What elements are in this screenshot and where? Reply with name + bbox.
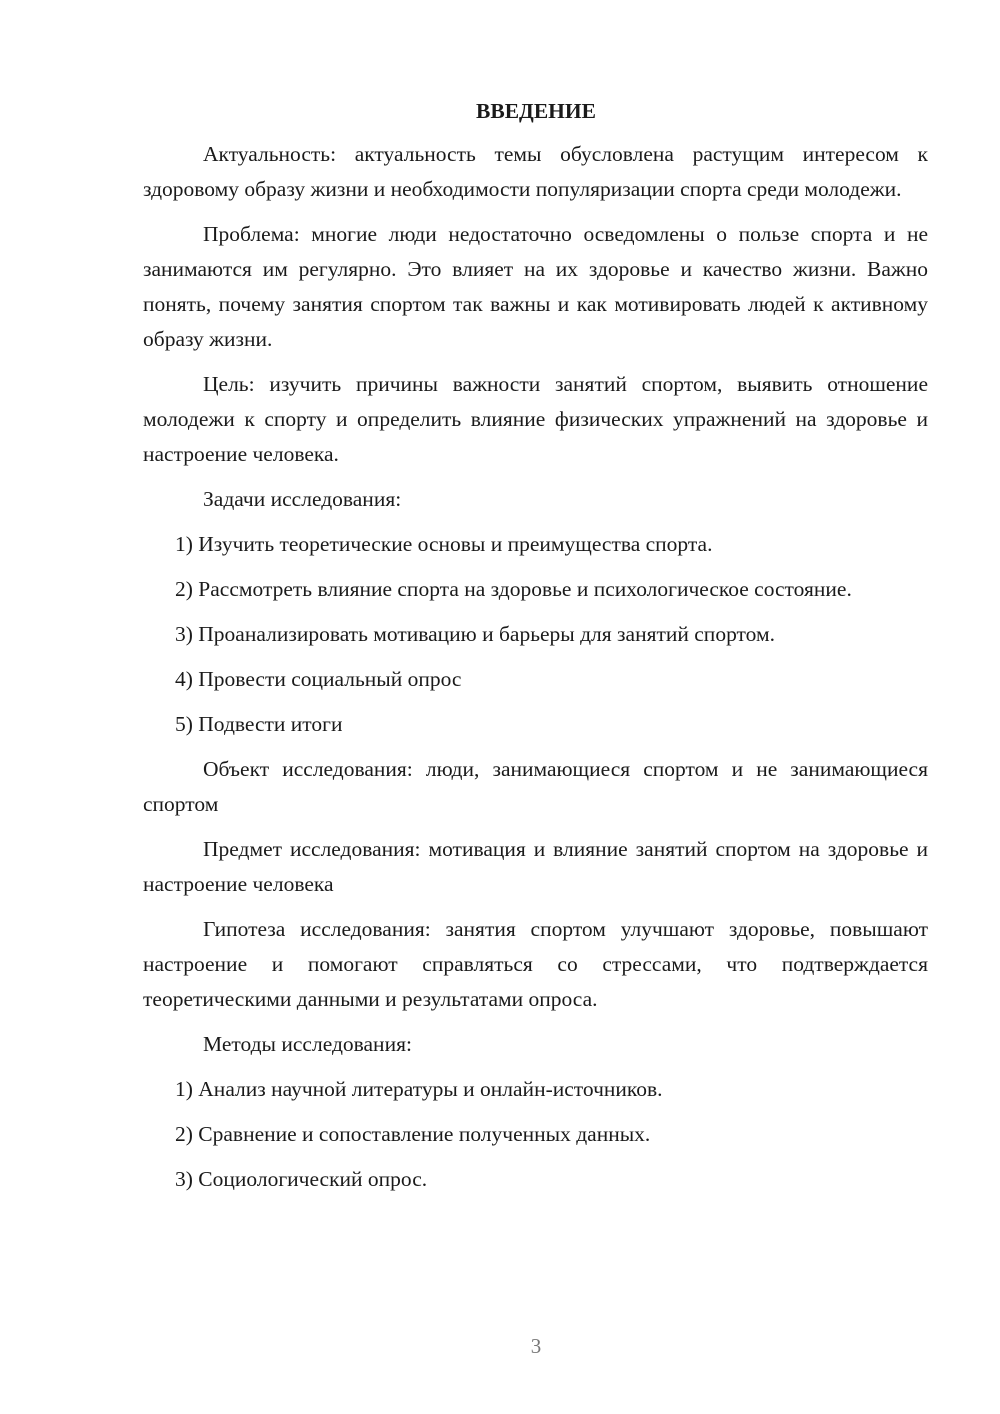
paragraph-subject: Предмет исследования: мотивация и влияние занятий спортом на здоровье и настроение человека [143, 837, 928, 896]
method-item-1: 1) Анализ научной литературы и онлайн-источников. [175, 1077, 663, 1101]
document-body [143, 96, 928, 1207]
paragraph-problem: Проблема: многие люди недостаточно осведомлены о пользе спорта и не занимаются им регулярно. Это влияет на их здоровье и качество жизни. Важно понять, почему занятия спортом так важны и как мотивировать людей к активному образу жизни. [143, 222, 928, 351]
method-item-2: 2) Сравнение и сопоставление полученных данных. [175, 1122, 651, 1146]
task-item-5: 5) Подвести итоги [175, 712, 343, 736]
section-title: ВВЕДЕНИЕ [476, 99, 596, 123]
paragraph-relevance: Актуальность: актуальность темы обусловлена растущим интересом к здоровому образу жизни и необходимости популяризации спорта среди молодежи. [143, 142, 928, 201]
paragraph-hypothesis: Гипотеза исследования: занятия спортом улучшают здоровье, повышают настроение и помогают справляться со стрессами, что подтверждается теоретическими данными и результатами опроса. [143, 917, 928, 1011]
page-number: 3 [530, 1334, 542, 1358]
paragraph-object: Объект исследования: люди, занимающиеся спортом и не занимающиеся спортом [143, 757, 928, 816]
task-item-3: 3) Проанализировать мотивацию и барьеры для занятий спортом. [175, 622, 775, 646]
paragraph-goal: Цель: изучить причины важности занятий спортом, выявить отношение молодежи к спорту и определить влияние физических упражнений на здоровье и настроение человека. [143, 372, 928, 466]
paragraph-methods-heading: Методы исследования: [203, 1032, 412, 1056]
task-item-1: 1) Изучить теоретические основы и преимущества спорта. [175, 532, 713, 556]
paragraph-tasks-heading: Задачи исследования: [203, 487, 402, 511]
method-item-3: 3) Социологический опрос. [175, 1167, 428, 1191]
task-item-2: 2) Рассмотреть влияние спорта на здоровье и психологическое состояние. [175, 577, 852, 601]
task-item-4: 4) Провести социальный опрос [175, 667, 462, 691]
